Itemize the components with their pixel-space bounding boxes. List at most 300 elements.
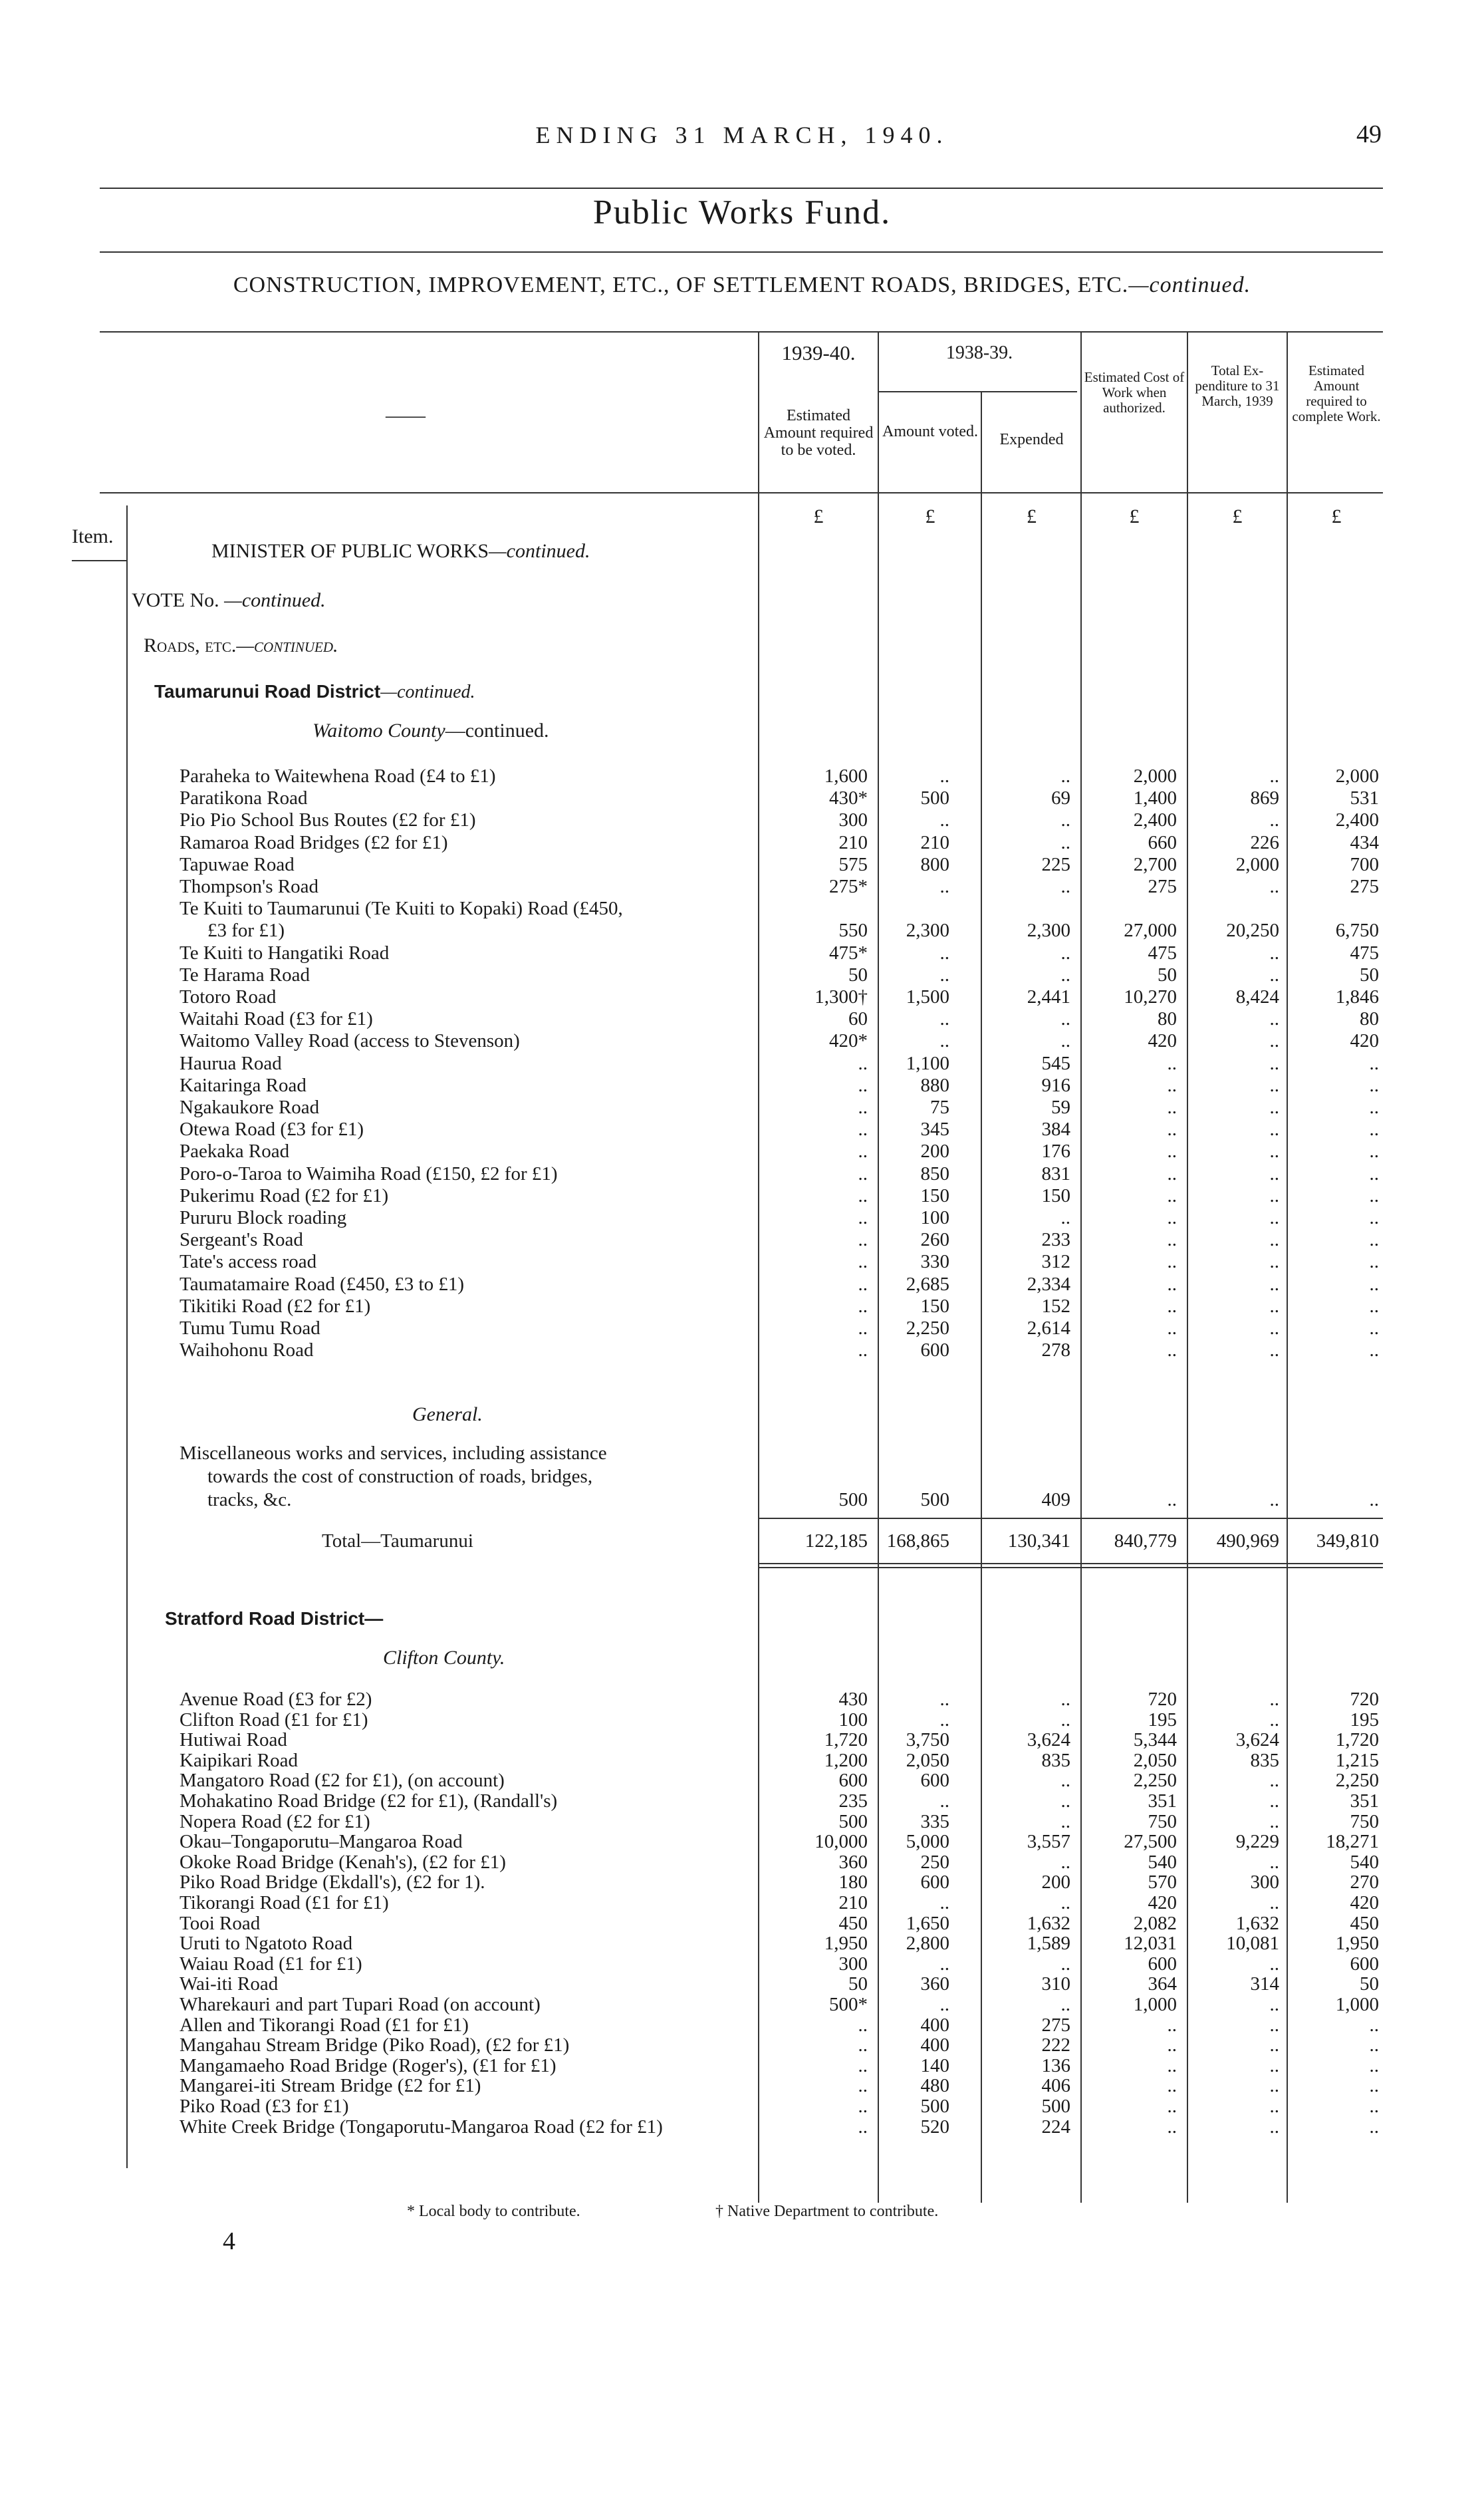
- row-description: Thompson's Road: [180, 876, 319, 897]
- table-row: [0, 1912, 1484, 1935]
- cell-col-3: 2,334: [1027, 1273, 1070, 1295]
- row-description: Pukerimu Road (£2 for £1): [180, 1184, 389, 1206]
- cell-col-6: ..: [1369, 2014, 1379, 2036]
- cell-col-1: 100: [838, 1709, 868, 1731]
- cell-col-6: 2,000: [1335, 766, 1379, 787]
- cell-col-2: 400: [920, 2034, 949, 2056]
- row-description: Kaipikari Road: [180, 1749, 298, 1771]
- table-row: [0, 2054, 1484, 2077]
- cell-col-2: 360: [920, 1973, 949, 1995]
- row-description: Wai-iti Road: [180, 1973, 279, 1995]
- cell-col-5: ..: [1269, 2034, 1279, 2056]
- cell-col-1: ..: [858, 2014, 868, 2036]
- cell-col-3: 916: [1041, 1074, 1070, 1096]
- year-group-rule: [878, 391, 1077, 392]
- cell-col-3: 3,557: [1027, 1831, 1070, 1853]
- cell-col-3: ..: [1060, 1953, 1070, 1975]
- row-description: Paekaka Road: [180, 1141, 290, 1163]
- cell-col-1: ..: [858, 2116, 868, 2138]
- cell-col-2: 1,500: [906, 986, 949, 1008]
- cell-col-4: 275: [1148, 876, 1177, 897]
- row-description: Tikorangi Road (£1 for £1): [180, 1892, 389, 1913]
- cell-col-4: ..: [1167, 1207, 1177, 1228]
- cell-col-3: ..: [1060, 1709, 1070, 1731]
- cell-col-4: ..: [1167, 2075, 1177, 2097]
- cell-col-4: ..: [1167, 1052, 1177, 1074]
- row-description: Paratikona Road: [180, 787, 308, 809]
- cell-col-2: 2,300: [906, 920, 949, 942]
- cell-col-6: ..: [1369, 1295, 1379, 1317]
- table-row: [0, 1273, 1484, 1296]
- cell-col-1: ..: [858, 1052, 868, 1074]
- cell-col-3: ..: [1060, 1689, 1070, 1710]
- cell-col-6: 50: [1360, 964, 1379, 986]
- row-description: White Creek Bridge (Tongaporutu-Mangaroa Road (£2 for £1): [180, 2116, 663, 2138]
- running-title: ENDING 31 MARCH, 1940.: [535, 122, 949, 148]
- row-description: Wharekauri and part Tupari Road (on account): [180, 1994, 541, 2015]
- currency-c1: £: [813, 505, 824, 527]
- cell-col-3: ..: [1060, 876, 1070, 897]
- cell-col-1: 1,300†: [814, 986, 868, 1008]
- cell-col-5: ..: [1269, 2096, 1279, 2117]
- cell-col-2: ..: [939, 1790, 949, 1812]
- cell-col-1: 10,000: [814, 1831, 868, 1853]
- cell-col-4: ..: [1167, 1251, 1177, 1273]
- cell-col-5: ..: [1269, 1074, 1279, 1096]
- cell-col-4: ..: [1167, 2034, 1177, 2056]
- table-row: [0, 1184, 1484, 1207]
- cell-col-1: 500: [838, 1489, 868, 1510]
- cell-col-2: 2,250: [906, 1318, 949, 1339]
- cell-col-3: 2,441: [1027, 986, 1070, 1008]
- cell-col-6: ..: [1369, 1273, 1379, 1295]
- cell-col-2: 260: [920, 1229, 949, 1251]
- cell-col-4: ..: [1167, 1318, 1177, 1339]
- cell-col-5: ..: [1269, 1052, 1279, 1074]
- cell-col-6: ..: [1369, 1074, 1379, 1096]
- cell-col-2: ..: [939, 766, 949, 787]
- cell-col-4: ..: [1167, 1074, 1177, 1096]
- cell-col-4: 2,082: [1133, 1912, 1177, 1934]
- cell-col-1: ..: [858, 2054, 868, 2076]
- cell-col-6: ..: [1369, 1141, 1379, 1163]
- row-description: Poro-o-Taroa to Waimiha Road (£150, £2 for £1): [180, 1163, 558, 1184]
- col-head-estimated-required: Estimated Amount required to be voted.: [763, 407, 874, 459]
- cell-col-1: 1,600: [824, 766, 868, 787]
- table-row: [0, 853, 1484, 876]
- cell-col-5: ..: [1269, 1489, 1279, 1510]
- cell-col-3: 275: [1041, 2014, 1070, 2036]
- cell-col-6: ..: [1369, 1318, 1379, 1339]
- table-row: [0, 1052, 1484, 1075]
- table-row: [0, 1008, 1484, 1030]
- cell-col-2: 850: [920, 1163, 949, 1184]
- cell-col-1: ..: [858, 1251, 868, 1273]
- table-row: [0, 1163, 1484, 1185]
- row-description: Taumatamaire Road (£450, £3 to £1): [180, 1273, 465, 1295]
- cell-col-5: ..: [1269, 766, 1279, 787]
- table-row: [0, 1030, 1484, 1052]
- cell-col-6: 434: [1350, 831, 1379, 853]
- table-row: [0, 1709, 1484, 1731]
- cell-col-4: 750: [1148, 1810, 1177, 1832]
- table-row: [0, 1851, 1484, 1874]
- roads-continued: —continued.: [236, 634, 338, 656]
- cell-col-3: 3,624: [1027, 1729, 1070, 1751]
- cell-col-2: 345: [920, 1119, 949, 1141]
- cell-col-6: 2,400: [1335, 809, 1379, 831]
- cell-col-5: ..: [1269, 1318, 1279, 1339]
- table-row: [0, 831, 1484, 854]
- cell-col-1: ..: [858, 1273, 868, 1295]
- row-description: Ramaroa Road Bridges (£2 for £1): [180, 831, 448, 853]
- county-waitomo-continued: —continued.: [445, 720, 549, 742]
- cell-col-3: ..: [1060, 1008, 1070, 1030]
- cell-col-6: 420: [1350, 1030, 1379, 1052]
- cell-col-2: 250: [920, 1851, 949, 1873]
- table-row: [0, 942, 1484, 964]
- table-row: [0, 1074, 1484, 1097]
- cell-col-4: 2,050: [1133, 1749, 1177, 1771]
- table-row: [0, 1993, 1484, 2016]
- table-row: [0, 809, 1484, 831]
- cell-col-2: 150: [920, 1184, 949, 1206]
- row-description: Avenue Road (£3 for £2): [180, 1689, 372, 1710]
- cell-col-2: 480: [920, 2075, 949, 2097]
- cell-col-1: 1,200: [824, 1749, 868, 1771]
- cell-col-2: 600: [920, 1872, 949, 1893]
- table-row: [0, 1295, 1484, 1318]
- row-description: Tate's access road: [180, 1251, 317, 1273]
- cell-col-6: 270: [1350, 1872, 1379, 1893]
- cell-col-4: ..: [1167, 2096, 1177, 2117]
- table-row: [0, 1769, 1484, 1792]
- table-row: [0, 1830, 1484, 1853]
- cell-col-5: ..: [1269, 1229, 1279, 1251]
- cell-col-4: ..: [1167, 1273, 1177, 1295]
- cell-col-3: 150: [1041, 1184, 1070, 1206]
- table-row: [0, 1729, 1484, 1751]
- row-description: Ngakaukore Road: [180, 1097, 320, 1118]
- cell-col-2: 500: [920, 1489, 949, 1510]
- cell-col-5: ..: [1269, 942, 1279, 964]
- cell-col-4: ..: [1167, 1097, 1177, 1118]
- cell-col-4: 475: [1148, 942, 1177, 964]
- footnote-local-body: * Local body to contribute.: [407, 2203, 580, 2220]
- table-row: [0, 1953, 1484, 1975]
- row-description: towards the cost of construction of roads, bridges,: [207, 1466, 593, 1487]
- cell-col-3: 136: [1041, 2054, 1070, 2076]
- cell-col-5: ..: [1269, 1207, 1279, 1228]
- row-description: Haurua Road: [180, 1052, 282, 1074]
- item-label-rule: [72, 560, 126, 561]
- row-description: Mangatoro Road (£2 for £1), (on account): [180, 1770, 505, 1792]
- cell-col-5: ..: [1269, 2014, 1279, 2036]
- cell-col-3: 835: [1041, 1749, 1070, 1771]
- cell-col-5: ..: [1269, 1119, 1279, 1141]
- table-row: [0, 964, 1484, 986]
- cell-col-5: ..: [1269, 1790, 1279, 1812]
- cell-col-6: 1,950: [1335, 1933, 1379, 1955]
- cell-col-1: 500: [838, 1810, 868, 1832]
- cell-col-6: 600: [1350, 1953, 1379, 1975]
- table-row: [0, 986, 1484, 1008]
- cell-col-1: ..: [858, 1074, 868, 1096]
- table-row: [0, 1096, 1484, 1119]
- cell-col-3: ..: [1060, 1207, 1070, 1228]
- county-clifton: [383, 1647, 505, 1669]
- cell-col-3: 1,589: [1027, 1933, 1070, 1955]
- table-row: [0, 875, 1484, 898]
- cell-col-6: 6,750: [1335, 920, 1379, 942]
- total-cell-col-2: 168,865: [886, 1530, 949, 1552]
- cell-col-1: 235: [838, 1790, 868, 1812]
- cell-col-1: ..: [858, 1097, 868, 1118]
- row-description: Otewa Road (£3 for £1): [180, 1119, 364, 1141]
- cell-col-6: ..: [1369, 2096, 1379, 2117]
- table-row: [0, 1810, 1484, 1833]
- row-description: Okoke Road Bridge (Kenah's), (£2 for £1): [180, 1851, 506, 1873]
- row-description: Piko Road (£3 for £1): [180, 2096, 349, 2117]
- cell-col-3: 500: [1041, 2096, 1070, 2117]
- subsection-general: [412, 1403, 483, 1426]
- cell-col-1: 275*: [829, 876, 868, 897]
- table-row: [0, 1442, 1484, 1464]
- cell-col-6: 80: [1360, 1008, 1379, 1030]
- section-minister: [211, 540, 590, 563]
- cell-col-5: ..: [1269, 1030, 1279, 1052]
- cell-col-4: 540: [1148, 1851, 1177, 1873]
- cell-col-6: 2,250: [1335, 1770, 1379, 1792]
- table-row: [0, 1206, 1484, 1229]
- row-description: Waihohonu Road: [180, 1339, 314, 1361]
- cell-col-6: ..: [1369, 1184, 1379, 1206]
- cell-col-5: ..: [1269, 964, 1279, 986]
- cell-col-3: 152: [1041, 1295, 1070, 1317]
- cell-col-6: ..: [1369, 2034, 1379, 2056]
- row-description: Te Kuiti to Hangatiki Road: [180, 942, 390, 964]
- cell-col-6: ..: [1369, 2075, 1379, 2097]
- cell-col-1: 300: [838, 1953, 868, 1975]
- cell-col-5: 8,424: [1235, 986, 1279, 1008]
- cell-col-5: ..: [1269, 809, 1279, 831]
- table-row: [0, 1973, 1484, 1995]
- row-description: Waiau Road (£1 for £1): [180, 1953, 362, 1975]
- table-row: [0, 1688, 1484, 1711]
- cell-col-4: ..: [1167, 1489, 1177, 1510]
- cell-col-4: 351: [1148, 1790, 1177, 1812]
- total-cell-col-6: 349,810: [1316, 1530, 1379, 1552]
- row-description: Te Kuiti to Taumarunui (Te Kuiti to Kopaki) Road (£450,: [180, 898, 623, 920]
- cell-col-2: 800: [920, 853, 949, 875]
- cell-col-3: 1,632: [1027, 1912, 1070, 1934]
- row-description: Okau–Tongaporutu–Mangaroa Road: [180, 1831, 463, 1853]
- cell-col-3: 384: [1041, 1119, 1070, 1141]
- cell-col-5: ..: [1269, 1273, 1279, 1295]
- cell-col-2: 100: [920, 1207, 949, 1228]
- table-row: [0, 1790, 1484, 1812]
- cell-col-6: ..: [1369, 1339, 1379, 1361]
- page-title: Public Works Fund.: [592, 194, 892, 231]
- cell-col-4: 600: [1148, 1953, 1177, 1975]
- col-head-estimated-cost: Estimated Cost of Work when authorized.: [1084, 369, 1185, 416]
- cell-col-5: 314: [1250, 1973, 1279, 1995]
- table-top-rule: [100, 331, 1383, 333]
- cell-col-2: 400: [920, 2014, 949, 2036]
- cell-col-3: ..: [1060, 1770, 1070, 1792]
- cell-col-4: 80: [1158, 1008, 1177, 1030]
- cell-col-6: 195: [1350, 1709, 1379, 1731]
- cell-col-6: ..: [1369, 1097, 1379, 1118]
- cell-col-6: ..: [1369, 1489, 1379, 1510]
- row-description: Sergeant's Road: [180, 1229, 303, 1251]
- cell-col-4: ..: [1167, 2054, 1177, 2076]
- cell-col-3: ..: [1060, 964, 1070, 986]
- row-description: Nopera Road (£2 for £1): [180, 1810, 370, 1832]
- cell-col-3: 278: [1041, 1339, 1070, 1361]
- table-row: [0, 1871, 1484, 1893]
- table-row: [0, 1317, 1484, 1339]
- cell-col-2: 2,685: [906, 1273, 949, 1295]
- cell-col-5: 869: [1250, 787, 1279, 809]
- cell-col-5: 9,229: [1235, 1831, 1279, 1853]
- cell-col-4: ..: [1167, 2014, 1177, 2036]
- cell-col-6: 1,720: [1335, 1729, 1379, 1751]
- signature-mark: 4: [223, 2227, 235, 2255]
- total-double-rule: [758, 1567, 1383, 1568]
- table-row: [0, 765, 1484, 787]
- section-roads: [144, 634, 338, 657]
- cell-col-2: 210: [920, 831, 949, 853]
- cell-col-1: 300: [838, 809, 868, 831]
- cell-col-6: 540: [1350, 1851, 1379, 1873]
- cell-col-6: ..: [1369, 1229, 1379, 1251]
- table-row: [0, 1488, 1484, 1511]
- cell-col-2: ..: [939, 876, 949, 897]
- col-year-1938-39: 1938-39.: [945, 343, 1013, 363]
- row-description: Mangarei-iti Stream Bridge (£2 for £1): [180, 2075, 481, 2097]
- cell-col-3: ..: [1060, 1892, 1070, 1913]
- total-top-rule: [758, 1518, 1383, 1519]
- table-row: [0, 787, 1484, 809]
- row-description: Miscellaneous works and services, including assistance: [180, 1443, 607, 1464]
- cell-col-6: 750: [1350, 1810, 1379, 1832]
- row-description: £3 for £1): [207, 920, 285, 942]
- row-description: Mohakatino Road Bridge (£2 for £1), (Randall's): [180, 1790, 558, 1812]
- row-description: Waitahi Road (£3 for £1): [180, 1008, 373, 1030]
- cell-col-5: 10,081: [1226, 1933, 1279, 1955]
- cell-col-1: 430: [838, 1689, 868, 1710]
- district-stratford: Stratford Road District—: [165, 1608, 384, 1629]
- cell-col-5: ..: [1269, 1851, 1279, 1873]
- row-description: Paraheka to Waitewhena Road (£4 to £1): [180, 766, 496, 787]
- row-description: Waitomo Valley Road (access to Stevenson): [180, 1030, 520, 1052]
- table-row: [0, 2034, 1484, 2056]
- cell-col-1: 180: [838, 1872, 868, 1893]
- cell-col-5: 226: [1250, 831, 1279, 853]
- cell-col-6: 720: [1350, 1689, 1379, 1710]
- table-row: [0, 1339, 1484, 1361]
- cell-col-5: 835: [1250, 1749, 1279, 1771]
- row-description: Piko Road Bridge (Ekdall's), (£2 for 1).: [180, 1872, 485, 1893]
- table-row: [0, 1118, 1484, 1141]
- cell-col-2: 1,650: [906, 1912, 949, 1934]
- cell-col-5: ..: [1269, 2054, 1279, 2076]
- roads-text: Roads, etc.: [144, 634, 237, 656]
- cell-col-2: 75: [930, 1097, 949, 1118]
- cell-col-6: ..: [1369, 2116, 1379, 2138]
- table-row: [0, 897, 1484, 920]
- cell-col-2: ..: [939, 1709, 949, 1731]
- row-description: Pio Pio School Bus Routes (£2 for £1): [180, 809, 476, 831]
- cell-col-2: 3,750: [906, 1729, 949, 1751]
- cell-col-5: ..: [1269, 1892, 1279, 1913]
- table-row: [0, 1465, 1484, 1488]
- cell-col-2: 5,000: [906, 1831, 949, 1853]
- cell-col-4: 1,000: [1133, 1994, 1177, 2015]
- total-label: Total—Taumarunui: [322, 1530, 473, 1552]
- cell-col-1: 575: [838, 853, 868, 875]
- cell-col-1: 1,720: [824, 1729, 868, 1751]
- cell-col-3: 2,614: [1027, 1318, 1070, 1339]
- cell-col-4: 10,270: [1124, 986, 1177, 1008]
- cell-col-1: 60: [848, 1008, 868, 1030]
- cell-col-1: 210: [838, 1892, 868, 1913]
- row-description: Mangahau Stream Bridge (Piko Road), (£2 for £1): [180, 2034, 570, 2056]
- footnote-native-department: † Native Department to contribute.: [715, 2203, 939, 2220]
- cell-col-4: ..: [1167, 1141, 1177, 1163]
- subtitle-text: CONSTRUCTION, IMPROVEMENT, ETC., OF SETTLEMENT ROADS, BRIDGES, ETC.: [233, 273, 1129, 297]
- stub-dash: ——: [386, 404, 426, 426]
- cell-col-3: ..: [1060, 1851, 1070, 1873]
- cell-col-2: ..: [939, 1030, 949, 1052]
- cell-col-5: ..: [1269, 1953, 1279, 1975]
- cell-col-4: ..: [1167, 1339, 1177, 1361]
- cell-col-4: 2,400: [1133, 809, 1177, 831]
- cell-col-1: ..: [858, 1318, 868, 1339]
- cell-col-3: 409: [1041, 1489, 1070, 1510]
- cell-col-4: ..: [1167, 1295, 1177, 1317]
- cell-col-1: ..: [858, 1119, 868, 1141]
- cell-col-2: ..: [939, 964, 949, 986]
- col-head-amount-voted: Amount voted.: [882, 423, 978, 440]
- row-description: tracks, &c.: [207, 1489, 292, 1510]
- minister-text: MINISTER OF PUBLIC WORKS: [211, 540, 489, 562]
- cell-col-5: ..: [1269, 1251, 1279, 1273]
- cell-col-1: ..: [858, 1229, 868, 1251]
- cell-col-5: ..: [1269, 1689, 1279, 1710]
- cell-col-1: 50: [848, 1973, 868, 1995]
- total-bottom-rule: [758, 1563, 1383, 1564]
- currency-c4: £: [1129, 505, 1140, 527]
- cell-col-6: 420: [1350, 1892, 1379, 1913]
- cell-col-3: ..: [1060, 1810, 1070, 1832]
- currency-c5: £: [1232, 505, 1243, 527]
- table-row: [0, 1749, 1484, 1772]
- cell-col-3: ..: [1060, 809, 1070, 831]
- col-head-total-expenditure: Total Ex-penditure to 31 March, 1939: [1195, 362, 1280, 409]
- row-description: Tikitiki Road (£2 for £1): [180, 1295, 371, 1317]
- cell-col-1: ..: [858, 2096, 868, 2117]
- row-description: Te Harama Road: [180, 964, 310, 986]
- cell-col-2: ..: [939, 942, 949, 964]
- county-waitomo-text: Waitomo County: [312, 720, 445, 742]
- cell-col-4: 420: [1148, 1030, 1177, 1052]
- cell-col-5: ..: [1269, 1770, 1279, 1792]
- row-description: Kaitaringa Road: [180, 1074, 307, 1096]
- row-description: Tapuwae Road: [180, 853, 295, 875]
- cell-col-4: 364: [1148, 1973, 1177, 1995]
